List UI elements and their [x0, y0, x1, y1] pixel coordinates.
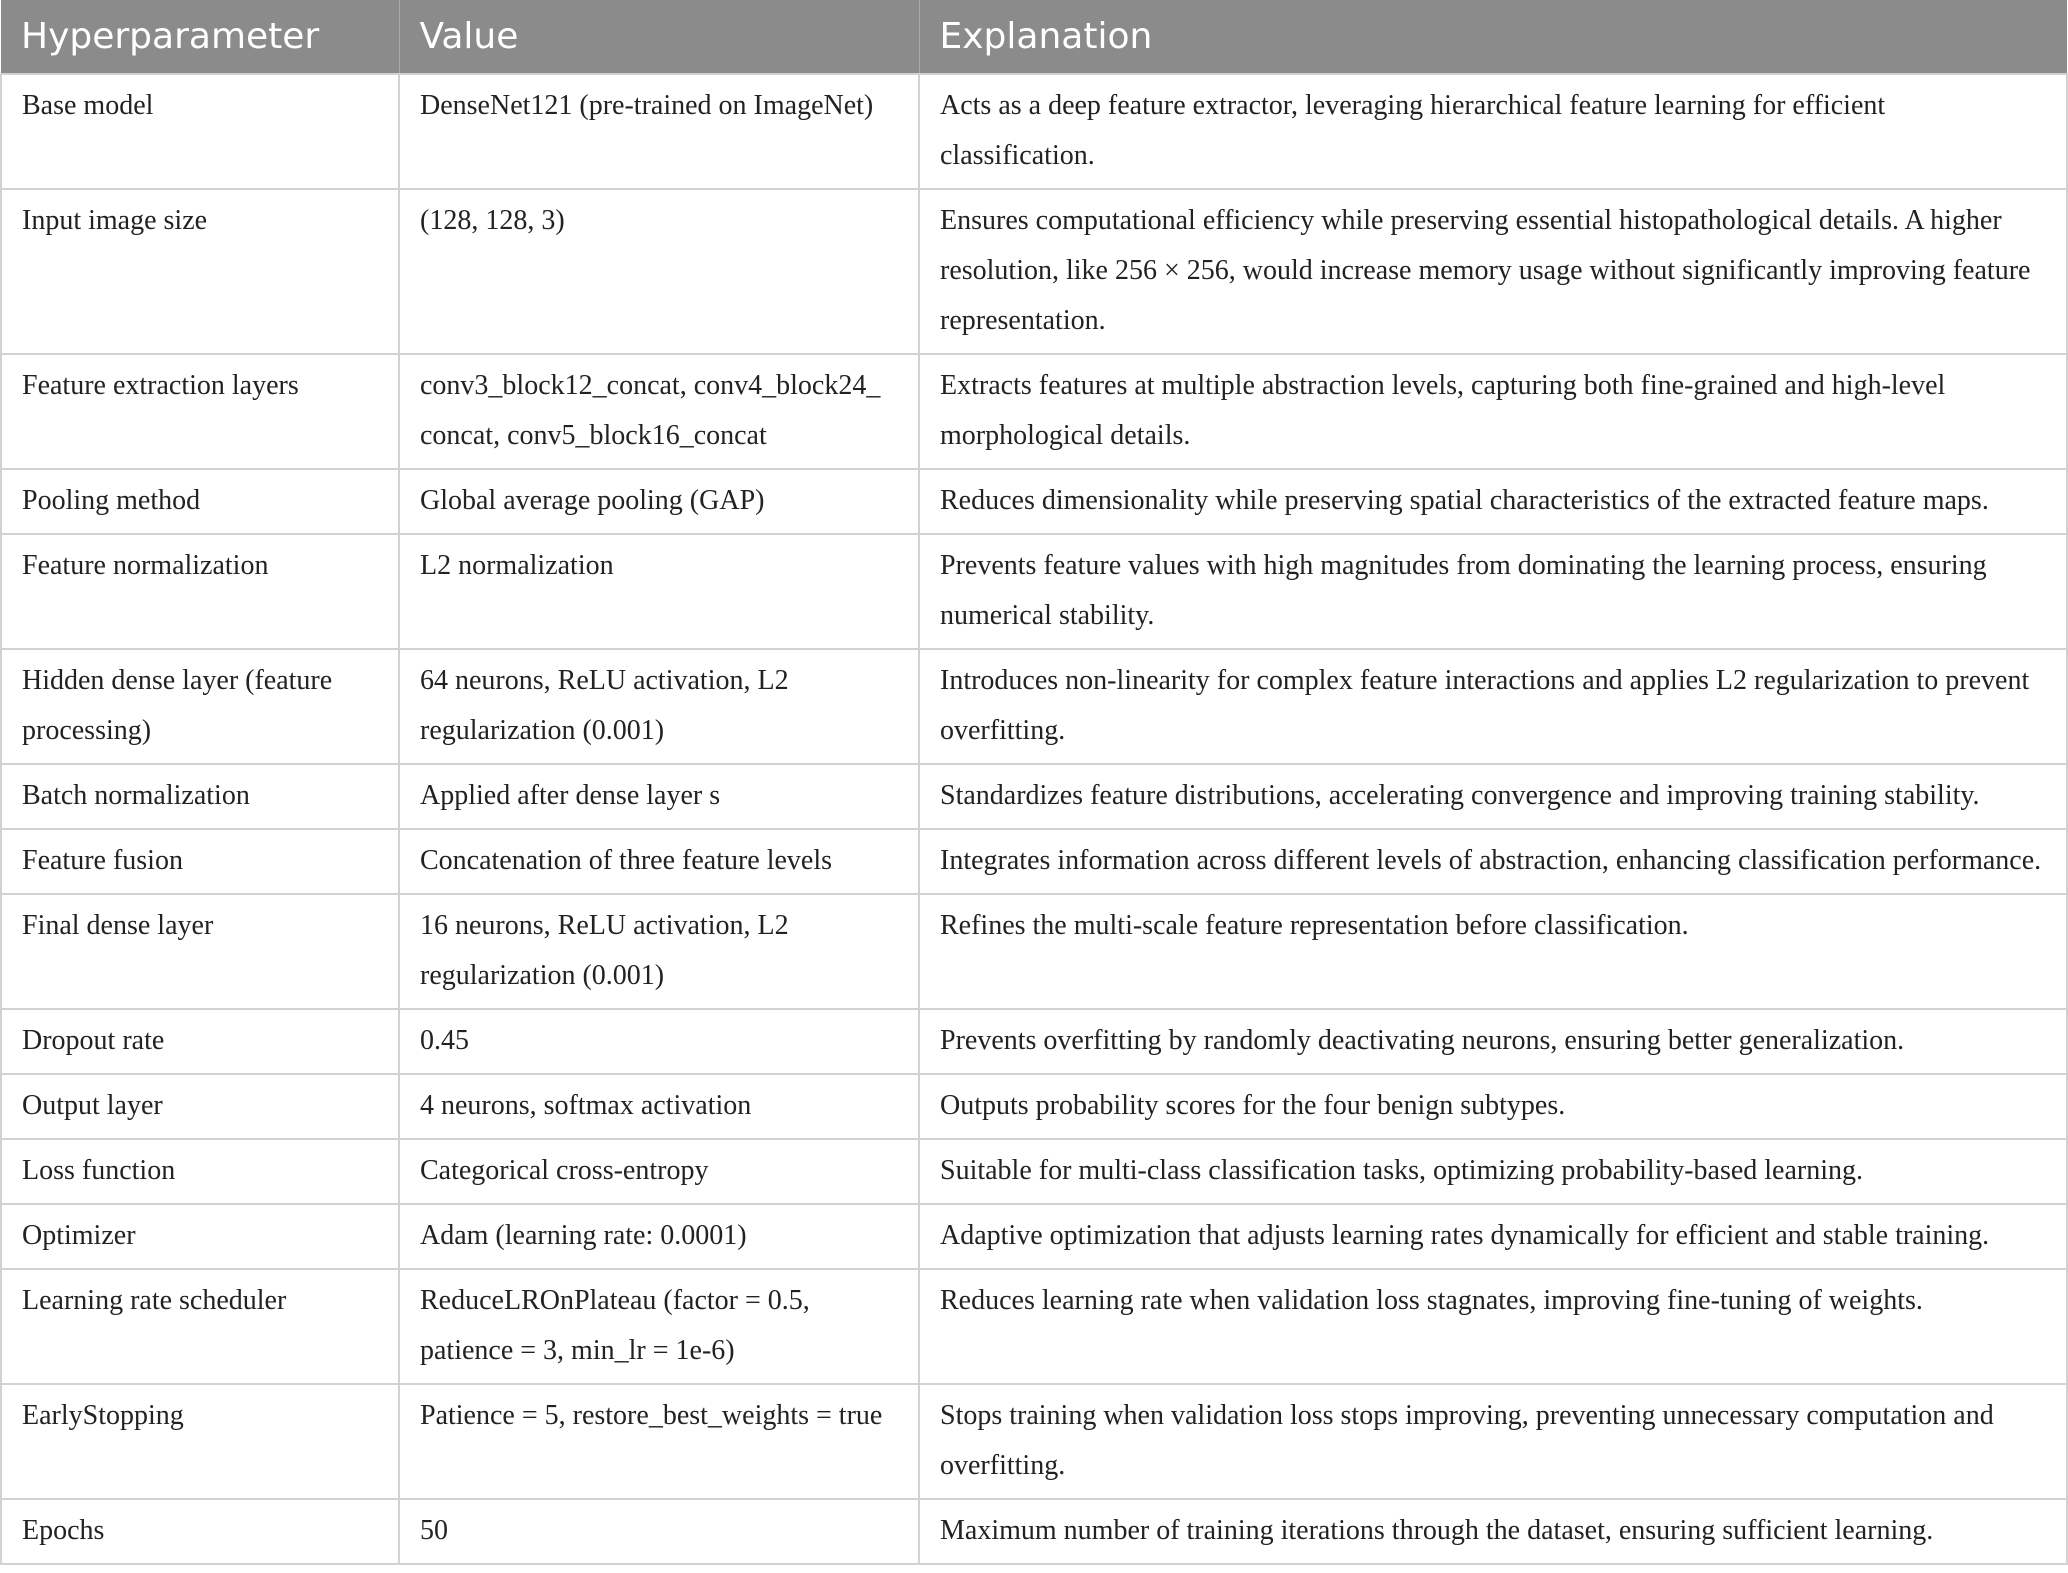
- table-row: [1, 1139, 2067, 1204]
- table-row: [1, 1204, 2067, 1269]
- explanation-cell: Maximum number of training iterations through the dataset, ensuring sufficient learning.: [919, 1499, 2067, 1564]
- hyperparameter-cell: Epochs: [1, 1499, 399, 1564]
- explanation-cell: Suitable for multi-class classification tasks, optimizing probability-based learning.: [919, 1139, 2067, 1204]
- explanation-cell: Outputs probability scores for the four benign subtypes.: [919, 1074, 2067, 1139]
- explanation-cell: Ensures computational efficiency while preserving essential histopathological details. A higher resolution, like 256 × 256, would increase memory usage without significantly improving feature representation.: [919, 189, 2067, 354]
- explanation-cell: Prevents overfitting by randomly deactivating neurons, ensuring better generalization.: [919, 1009, 2067, 1074]
- table-row: [1, 189, 2067, 354]
- explanation-cell: Reduces dimensionality while preserving spatial characteristics of the extracted feature maps.: [919, 469, 2067, 534]
- explanation-cell: Acts as a deep feature extractor, leveraging hierarchical feature learning for efficient classification.: [919, 74, 2067, 189]
- table-row: [1, 1269, 2067, 1384]
- value-cell: Global average pooling (GAP): [399, 469, 919, 534]
- hyperparameter-cell: Pooling method: [1, 469, 399, 534]
- hyperparameter-cell: Base model: [1, 74, 399, 189]
- explanation-cell: Extracts features at multiple abstraction levels, capturing both fine-grained and high-level morphological details.: [919, 354, 2067, 469]
- hyperparameter-cell: Output layer: [1, 1074, 399, 1139]
- value-cell: Applied after dense layer s: [399, 764, 919, 829]
- table-row: [1, 649, 2067, 764]
- explanation-cell: Stops training when validation loss stops improving, preventing unnecessary computation and overfitting.: [919, 1384, 2067, 1499]
- table-row: [1, 764, 2067, 829]
- header-row: [1, 0, 2067, 74]
- table-body: [1, 74, 2067, 1564]
- hyperparameter-cell: Feature normalization: [1, 534, 399, 649]
- hyperparameter-cell: Optimizer: [1, 1204, 399, 1269]
- value-cell: 16 neurons, ReLU activation, L2 regularization (0.001): [399, 894, 919, 1009]
- table-row: [1, 1384, 2067, 1499]
- explanation-cell: Prevents feature values with high magnitudes from dominating the learning process, ensuring numerical stability.: [919, 534, 2067, 649]
- value-cell: Categorical cross-entropy: [399, 1139, 919, 1204]
- hyperparameter-cell: Hidden dense layer (feature processing): [1, 649, 399, 764]
- table-row: [1, 74, 2067, 189]
- value-cell: 64 neurons, ReLU activation, L2 regularization (0.001): [399, 649, 919, 764]
- explanation-cell: Adaptive optimization that adjusts learning rates dynamically for efficient and stable training.: [919, 1204, 2067, 1269]
- explanation-cell: Refines the multi-scale feature representation before classification.: [919, 894, 2067, 1009]
- value-cell: L2 normalization: [399, 534, 919, 649]
- header-value: Value: [399, 0, 919, 74]
- value-cell: Concatenation of three feature levels: [399, 829, 919, 894]
- table-row: [1, 1009, 2067, 1074]
- value-cell: Patience = 5, restore_best_weights = true: [399, 1384, 919, 1499]
- explanation-cell: Reduces learning rate when validation loss stagnates, improving fine-tuning of weights.: [919, 1269, 2067, 1384]
- hyperparameter-cell: Input image size: [1, 189, 399, 354]
- table-row: [1, 1074, 2067, 1139]
- value-cell: DenseNet121 (pre-trained on ImageNet): [399, 74, 919, 189]
- explanation-cell: Standardizes feature distributions, accelerating convergence and improving training stability.: [919, 764, 2067, 829]
- table-row: [1, 469, 2067, 534]
- hyperparameter-cell: Feature fusion: [1, 829, 399, 894]
- hyperparameter-cell: Feature extraction layers: [1, 354, 399, 469]
- table-row: [1, 534, 2067, 649]
- header-explanation: Explanation: [919, 0, 2067, 74]
- value-cell: Adam (learning rate: 0.0001): [399, 1204, 919, 1269]
- value-cell: ReduceLROnPlateau (factor = 0.5, patience = 3, min_lr = 1e-6): [399, 1269, 919, 1384]
- hyperparameter-cell: Final dense layer: [1, 894, 399, 1009]
- value-cell: 50: [399, 1499, 919, 1564]
- value-cell: 0.45: [399, 1009, 919, 1074]
- value-cell: 4 neurons, softmax activation: [399, 1074, 919, 1139]
- table-row: [1, 354, 2067, 469]
- hyperparameter-cell: EarlyStopping: [1, 1384, 399, 1499]
- table-header: [1, 0, 2067, 74]
- value-cell: (128, 128, 3): [399, 189, 919, 354]
- explanation-cell: Introduces non-linearity for complex feature interactions and applies L2 regularization to prevent overfitting.: [919, 649, 2067, 764]
- table-row: [1, 894, 2067, 1009]
- explanation-cell: Integrates information across different levels of abstraction, enhancing classification performance.: [919, 829, 2067, 894]
- table-row: [1, 829, 2067, 894]
- hyperparameter-cell: Dropout rate: [1, 1009, 399, 1074]
- header-hyperparameter: Hyperparameter: [1, 0, 399, 74]
- hyperparameter-cell: Loss function: [1, 1139, 399, 1204]
- table-row: [1, 1499, 2067, 1564]
- hyperparameter-cell: Batch normalization: [1, 764, 399, 829]
- value-cell: conv3_block12_concat, conv4_block24_ concat, conv5_block16_concat: [399, 354, 919, 469]
- hyperparameter-cell: Learning rate scheduler: [1, 1269, 399, 1384]
